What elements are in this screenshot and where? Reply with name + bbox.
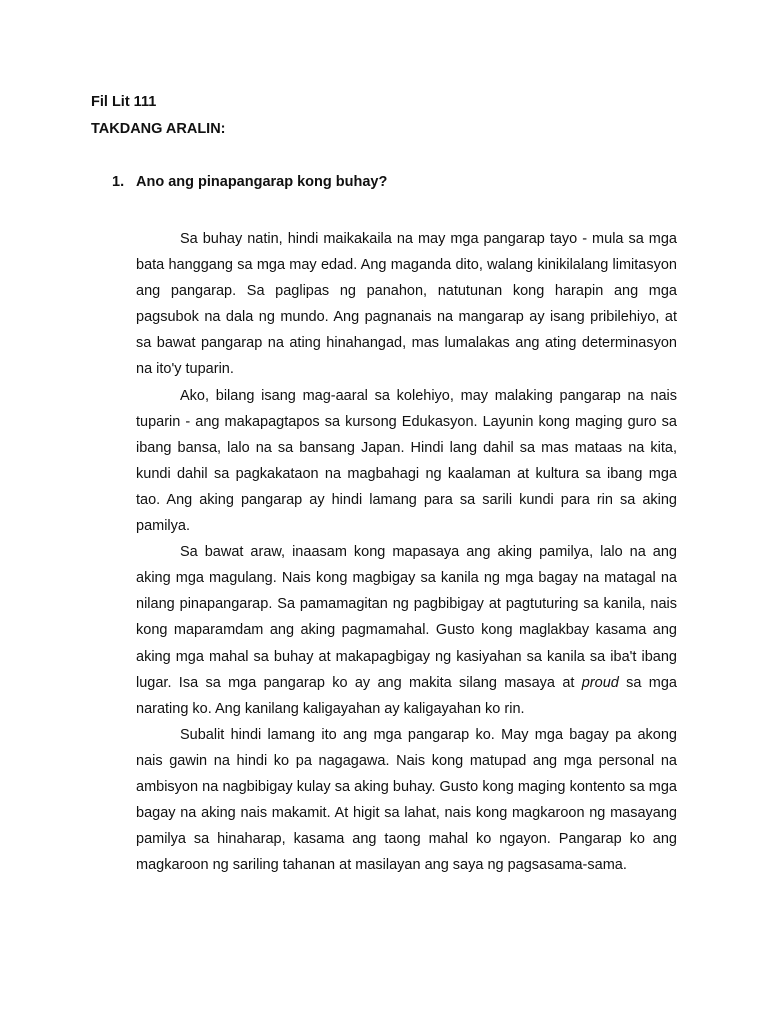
question-heading xyxy=(112,173,387,191)
paragraph-2: Ako, bilang isang mag-aaral sa kolehiyo, may malaking pangarap na nais tuparin - ang makapagtapos sa kursong Edukasyon. Layunin kong maging guro sa ibang bansa, lalo na sa bansang Japan. Hindi lang dahil sa mas mataas na kita, kundi dahil sa pagkakataon na magbahagi ng kaalaman at kultura sa ibang mga tao. Ang aking pangarap ay hindi lamang para sa sarili kundi para rin sa aking pamilya. xyxy=(136,387,677,535)
course-code: Fil Lit 111 xyxy=(91,94,157,110)
paragraph-4: Subalit hindi lamang ito ang mga pangarap ko. May mga bagay pa akong nais gawin na hindi ko pa nagagawa. Nais kong matupad ang mga personal na ambisyon na nagbibigay kulay sa aking buhay. Gusto kong maging kontento sa mga bagay na aking nais makamit. At higit sa lahat, nais kong magkaroon ng masayang pamilya sa hinaharap, kasama ang taong mahal ko ngayon. Pangarap ko ang magkaroon ng sariling tahanan at masilayan ang saya ng pagsasama-sama. xyxy=(136,726,677,874)
paragraph-3-before: Sa bawat araw, inaasam kong mapasaya ang aking pamilya, lalo na ang aking mga magulang. Nais kong magbigay sa kanila ng mga bagay na matagal na nilang pinapangarap. Sa pamamagitan ng pagbibigay at pagtuturing sa kanila, nais kong maparamdam ang aking pagmamahal. Gusto kong maglakbay kasama ang aking mga mahal sa buhay at makapagbigay ng kasiyahan sa kanila sa iba't ibang lugar. Isa sa mga pangarap ko ay ang makita silang masaya at xyxy=(136,544,677,691)
paragraph-3-italic: proud xyxy=(581,674,619,691)
assignment-heading: TAKDANG ARALIN: xyxy=(91,121,226,137)
paragraph-3 xyxy=(136,539,677,722)
paragraph-1: Sa buhay natin, hindi maikakaila na may mga pangarap tayo - mula sa mga bata hanggang sa mga may edad. Ang maganda dito, walang kinikilalang limitasyon ang pangarap. Sa paglipas ng panahon, natutunan kong harapin ang mga pagsubok na dala ng mundo. Ang pagnanais na mangarap ay isang pribilehiyo, at sa bawat pangarap na ating hinahangad, mas lumalakas ang ating determinasyon na ito'y tuparin. xyxy=(136,231,677,378)
paragraph-3-after: sa mga narating ko. Ang kanilang kaligayahan ay kaligayahan ko rin. xyxy=(136,674,677,717)
question-number: 1. xyxy=(112,174,125,190)
question-text: Ano ang pinapangarap kong buhay? xyxy=(136,174,388,190)
essay-body xyxy=(136,226,677,878)
